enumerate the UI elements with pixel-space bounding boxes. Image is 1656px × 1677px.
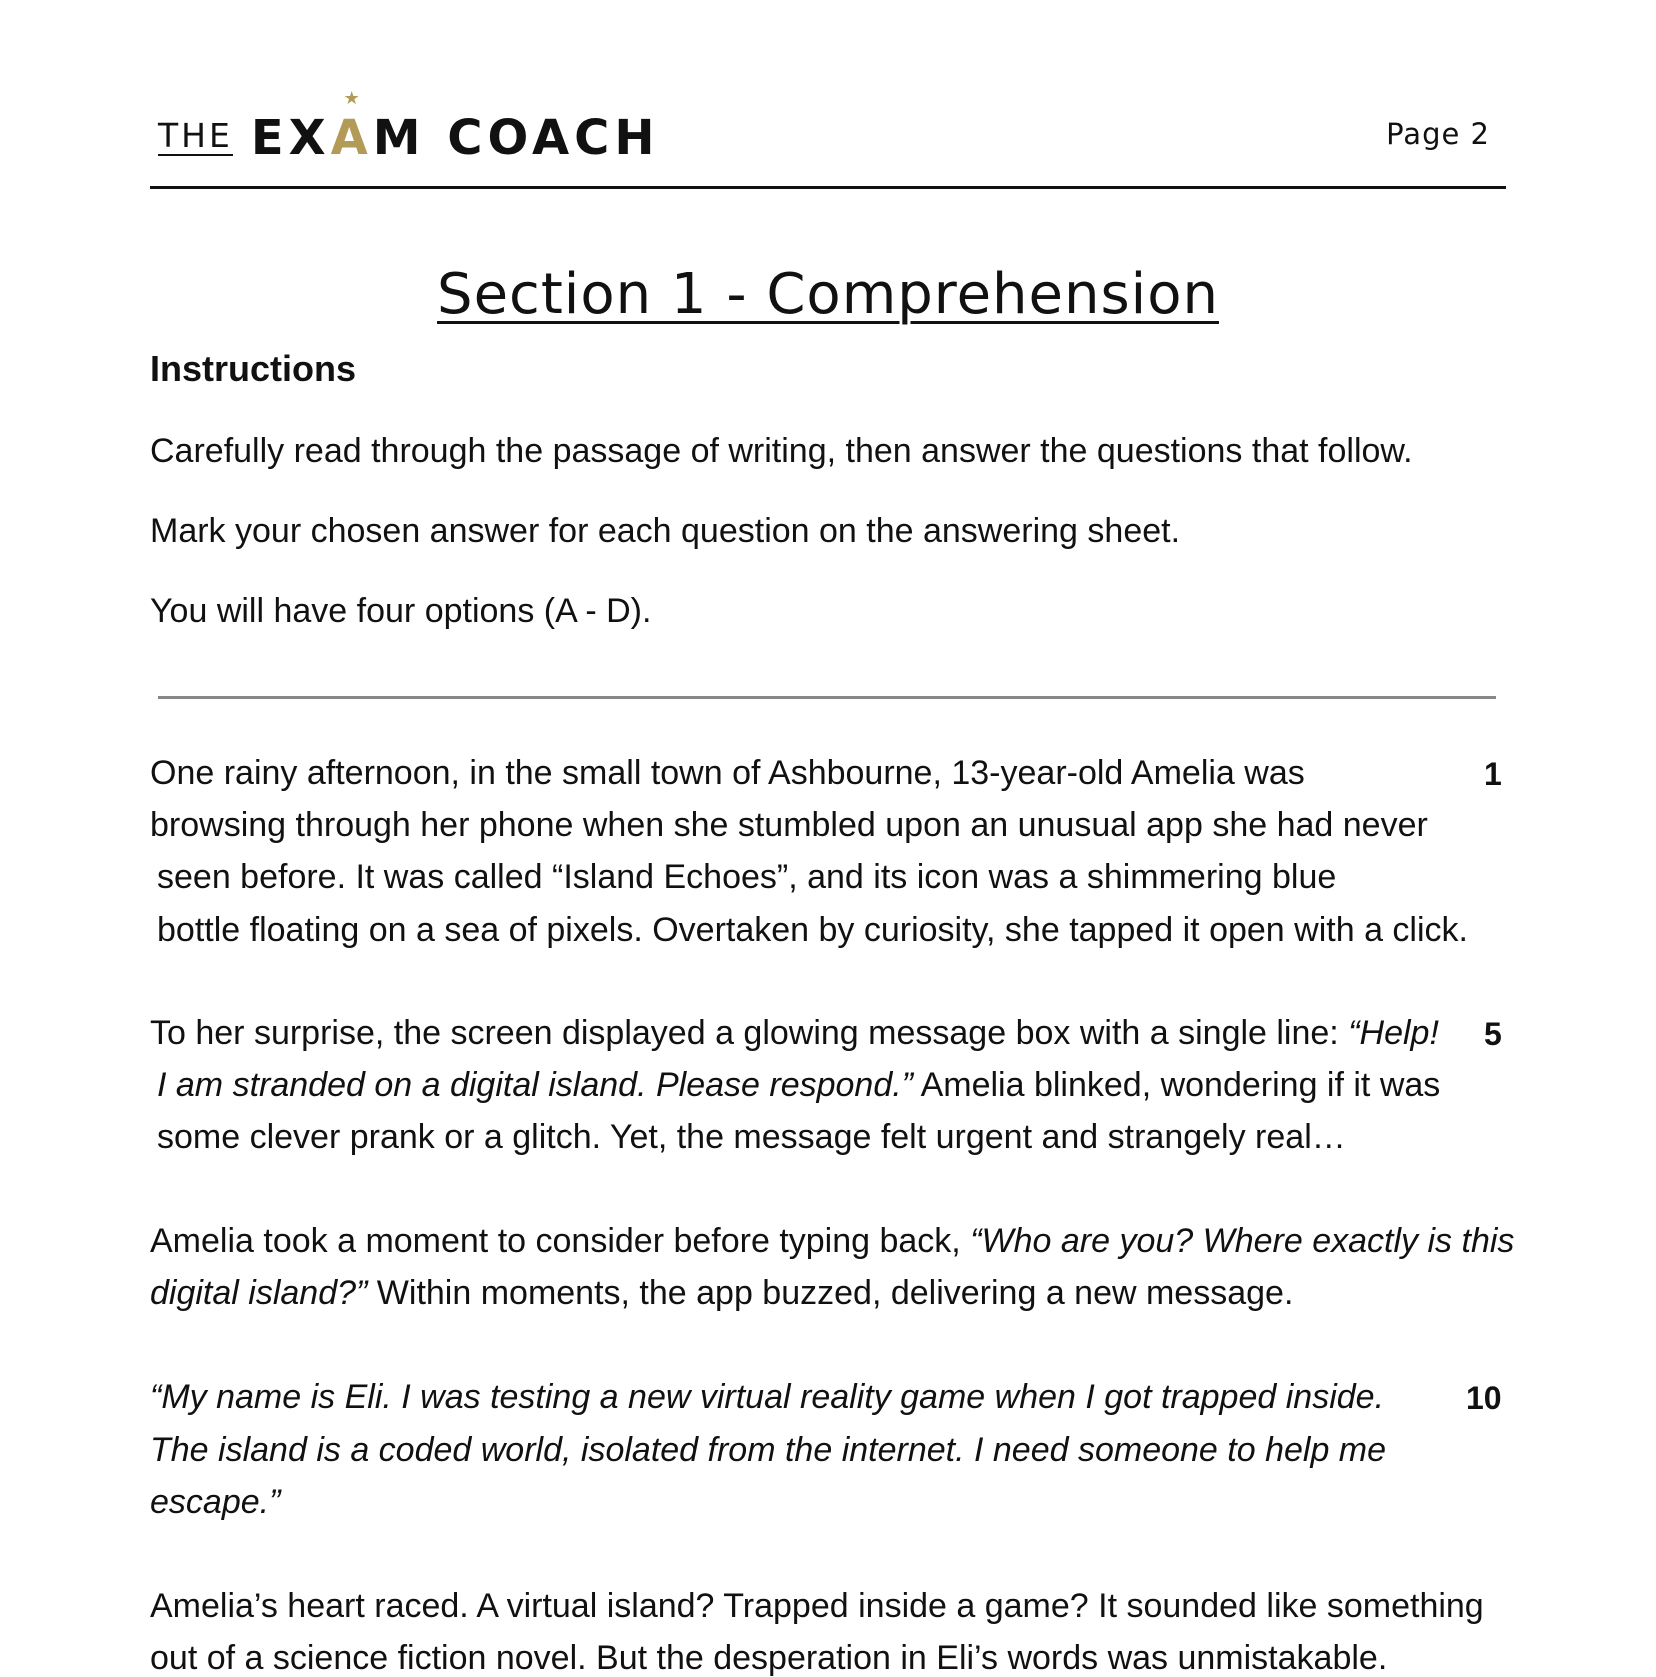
line-number: 1 — [1484, 756, 1502, 792]
passage-line: digital island?” Within moments, the app buzzed, delivering a new message. — [150, 1274, 1294, 1312]
header-divider — [150, 186, 1506, 189]
passage-line: some clever prank or a glitch. Yet, the message felt urgent and strangely real… — [157, 1118, 1346, 1156]
page-number: Page 2 — [1386, 117, 1490, 151]
exam-coach-logo — [158, 88, 660, 166]
passage-line: seen before. It was called “Island Echoes”, and its icon was a shimmering blue — [157, 858, 1337, 896]
star-icon: ★ — [343, 88, 360, 109]
passage-line: To her surprise, the screen displayed a glowing message box with a single line: “Help! — [150, 1014, 1439, 1052]
passage-line: browsing through her phone when she stumbled upon an unusual app she had never — [150, 806, 1428, 844]
passage-line: Amelia took a moment to consider before typing back, “Who are you? Where exactly is this — [150, 1222, 1515, 1260]
passage-line: out of a science fiction novel. But the desperation in Eli’s words was unmistakable. — [150, 1639, 1388, 1677]
instruction-line: Mark your chosen answer for each question on the answering sheet. — [150, 512, 1181, 550]
passage-line: One rainy afternoon, in the small town of Ashbourne, 13-year-old Amelia was — [150, 754, 1305, 792]
logo-part-1: EX — [250, 110, 331, 166]
section-title: Section 1 - Comprehension — [437, 262, 1219, 327]
instruction-line: You will have four options (A - D). — [150, 592, 652, 630]
section-divider — [158, 696, 1496, 699]
passage-line: The island is a coded world, isolated from the internet. I need someone to help me — [150, 1431, 1387, 1469]
passage-line: Amelia’s heart raced. A virtual island? Trapped inside a game? It sounded like something — [150, 1587, 1484, 1625]
logo-part-2: M COACH — [372, 110, 660, 166]
line-number: 10 — [1466, 1380, 1502, 1416]
passage-line: “My name is Eli. I was testing a new virtual reality game when I got trapped inside. — [150, 1378, 1385, 1416]
instructions-heading: Instructions — [150, 348, 357, 389]
line-number: 5 — [1484, 1016, 1502, 1052]
logo-the: THE — [158, 116, 233, 155]
passage-line: escape.” — [150, 1483, 281, 1521]
logo-accent-letter: ★ A — [330, 88, 373, 166]
passage-line: I am stranded on a digital island. Please respond.” Amelia blinked, wondering if it was — [157, 1066, 1441, 1104]
passage-line: bottle floating on a sea of pixels. Overtaken by curiosity, she tapped it open with a click. — [157, 911, 1468, 949]
logo-wordmark — [250, 88, 660, 166]
instruction-line: Carefully read through the passage of writing, then answer the questions that follow. — [150, 432, 1413, 470]
